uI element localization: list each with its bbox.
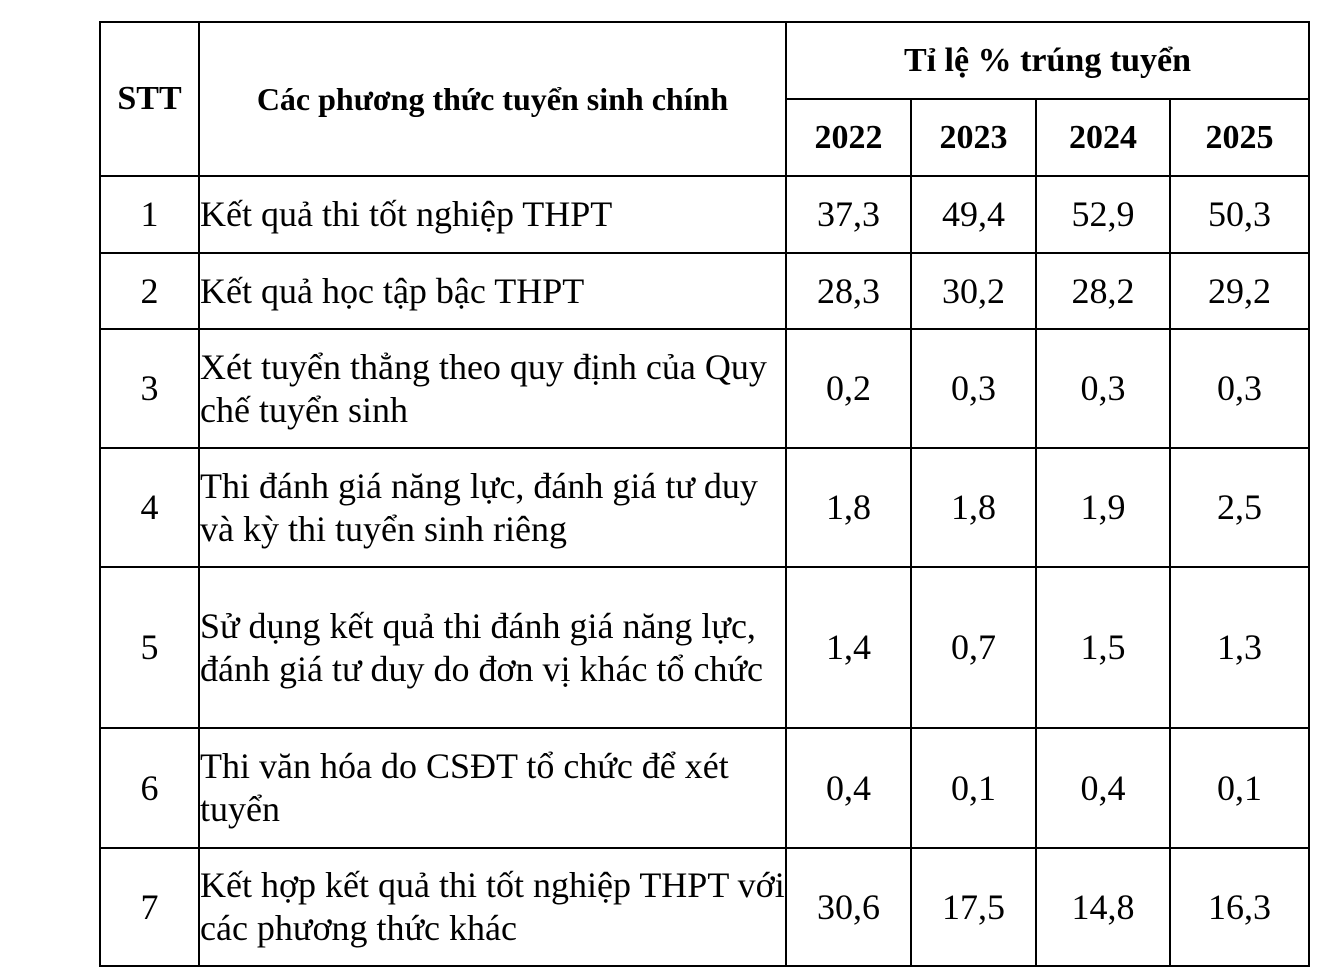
rate-2022: 30,6 [786,848,911,966]
rate-2023: 0,1 [911,728,1036,848]
rate-2024: 14,8 [1036,848,1170,966]
table-row [100,848,1309,966]
table-row [100,728,1309,848]
table-row [100,176,1309,253]
rate-group-header: Tỉ lệ % trúng tuyển [786,22,1309,99]
stt-header: STT [100,22,199,176]
rate-2023: 1,8 [911,448,1036,567]
row-method: Kết quả thi tốt nghiệp THPT [199,176,786,253]
rate-2022: 37,3 [786,176,911,253]
table-row [100,448,1309,567]
rate-2025: 0,3 [1170,329,1309,448]
rate-2022: 1,4 [786,567,911,728]
rate-2025: 1,3 [1170,567,1309,728]
row-stt: 1 [100,176,199,253]
rate-2023: 30,2 [911,253,1036,329]
row-stt: 7 [100,848,199,966]
rate-2022: 28,3 [786,253,911,329]
rate-2024: 52,9 [1036,176,1170,253]
row-stt: 6 [100,728,199,848]
rate-2023: 17,5 [911,848,1036,966]
row-method: Kết quả học tập bậc THPT [199,253,786,329]
row-method: Thi đánh giá năng lực, đánh giá tư duy và kỳ thi tuyển sinh riêng [199,448,786,567]
row-method: Thi văn hóa do CSĐT tổ chức để xét tuyển [199,728,786,848]
rate-2023: 0,3 [911,329,1036,448]
rate-2024: 1,9 [1036,448,1170,567]
rate-2025: 2,5 [1170,448,1309,567]
row-method: Xét tuyển thẳng theo quy định của Quy chế tuyển sinh [199,329,786,448]
row-stt: 2 [100,253,199,329]
row-stt: 3 [100,329,199,448]
rate-2022: 0,2 [786,329,911,448]
rate-2024: 28,2 [1036,253,1170,329]
rate-2024: 0,3 [1036,329,1170,448]
admission-rates-table [99,21,1310,967]
rate-2023: 49,4 [911,176,1036,253]
table-row [100,567,1309,728]
row-stt: 5 [100,567,199,728]
year-header-2022: 2022 [786,99,911,176]
rate-2025: 50,3 [1170,176,1309,253]
header-row-top [100,22,1309,99]
row-stt: 4 [100,448,199,567]
row-method: Kết hợp kết quả thi tốt nghiệp THPT với các phương thức khác [199,848,786,966]
rate-2024: 1,5 [1036,567,1170,728]
year-header-2025: 2025 [1170,99,1309,176]
row-method: Sử dụng kết quả thi đánh giá năng lực, đánh giá tư duy do đơn vị khác tổ chức [199,567,786,728]
rate-2025: 16,3 [1170,848,1309,966]
table-row [100,253,1309,329]
rate-2022: 0,4 [786,728,911,848]
rate-2024: 0,4 [1036,728,1170,848]
year-header-2023: 2023 [911,99,1036,176]
rate-2022: 1,8 [786,448,911,567]
rate-2025: 29,2 [1170,253,1309,329]
rate-2025: 0,1 [1170,728,1309,848]
year-header-2024: 2024 [1036,99,1170,176]
table-row [100,329,1309,448]
method-header: Các phương thức tuyển sinh chính [199,22,786,176]
rate-2023: 0,7 [911,567,1036,728]
